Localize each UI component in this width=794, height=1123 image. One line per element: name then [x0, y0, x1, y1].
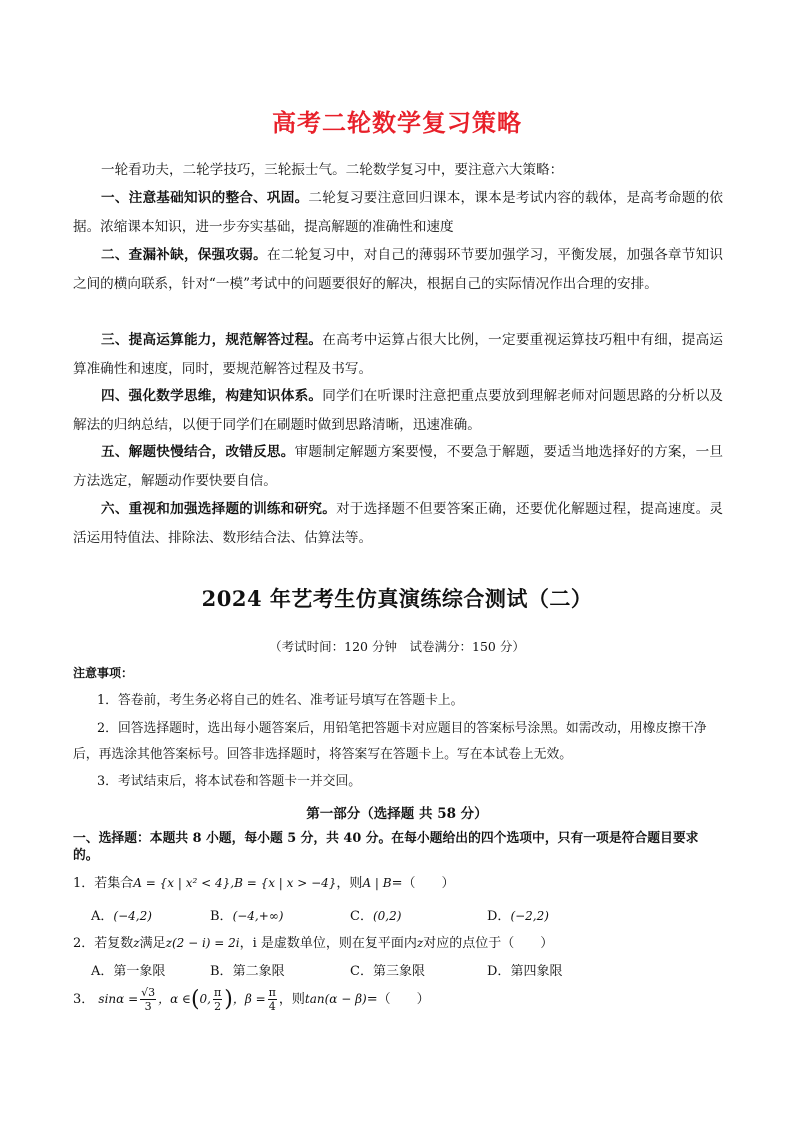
- answer-blank: =（ ）: [391, 876, 455, 891]
- option-value: 第四象限: [510, 964, 563, 979]
- fraction-numerator: π: [268, 986, 276, 999]
- option-value: (−4,2): [113, 909, 152, 923]
- option-label: A．: [91, 909, 114, 924]
- option-label: C．: [350, 909, 373, 924]
- strategy-item-5: [73, 438, 723, 495]
- fraction-numerator: π: [214, 986, 222, 999]
- question-3-number: 3．: [73, 992, 95, 1007]
- complex-z: z: [133, 936, 140, 950]
- option-value: (−2,2): [510, 909, 549, 923]
- question-2-text-3: ，i 是虚数单位，则在复平面内: [239, 936, 417, 951]
- option-value: (−4,+∞): [232, 909, 284, 923]
- strategy-item-heading: 五、解题快慢结合，改错反思。: [101, 444, 295, 460]
- notice-heading: 注意事项：: [73, 666, 134, 680]
- strategy-item-heading: 一、注意基础知识的整合、巩固。: [101, 190, 309, 206]
- option-label: D．: [487, 909, 511, 924]
- exam-title: 2024 年艺考生仿真演练综合测试（二）: [201, 586, 593, 611]
- option-label: B．: [210, 909, 233, 924]
- fraction-denominator: 3: [144, 1000, 152, 1013]
- strategy-item-3: [73, 326, 723, 383]
- set-op-expr: A | B: [362, 876, 392, 890]
- strategy-item-6: [73, 495, 723, 552]
- set-a-expr: A = {x | x² < 4}: [133, 876, 231, 890]
- strategy-intro: 一轮看功夫，二轮学技巧，三轮振士气。二轮数学复习中，要注意六大策略：: [101, 162, 564, 178]
- q1-option-d: [487, 905, 549, 924]
- option-value: 第一象限: [113, 964, 166, 979]
- strategy-item-heading: 二、查漏补缺，保强攻弱。: [101, 247, 267, 263]
- notice-item-3: 3．考试结束后，将本试卷和答题卡一并交回。: [97, 774, 362, 789]
- strategy-item-4: [73, 382, 723, 439]
- tan-expression: tan(α − β): [304, 992, 367, 1006]
- q2-option-a: [91, 960, 165, 979]
- q2-option-c: [350, 960, 425, 979]
- question-2-text-4: 对应的点位于（ ）: [423, 936, 554, 951]
- option-label: A．: [91, 964, 114, 979]
- option-label: C．: [350, 964, 373, 979]
- strategy-item-heading: 四、强化数学思维，构建知识体系。: [101, 388, 323, 404]
- option-value: 第三象限: [372, 964, 425, 979]
- strategy-item-2: [73, 241, 723, 298]
- strategy-title: 高考二轮数学复习策略: [272, 109, 522, 137]
- answer-blank: =（ ）: [366, 992, 430, 1007]
- option-label: D．: [487, 964, 511, 979]
- complex-z: z: [416, 936, 424, 950]
- part-one-heading: 第一部分（选择题 共 58 分）: [306, 806, 488, 822]
- strategy-item-heading: 三、提高运算能力，规范解答过程。: [101, 332, 323, 348]
- open-paren: (: [190, 987, 200, 1012]
- complex-equation: z(2 − i) = 2i: [165, 936, 240, 950]
- exam-subtitle: （考试时间：120 分钟 试卷满分：150 分）: [269, 639, 525, 654]
- beta-label: ，β =: [232, 992, 266, 1006]
- q1-option-c: [350, 905, 401, 924]
- section-one-heading: 一、选择题：本题共 8 小题，每小题 5 分，共 40 分。在每小题给出的四个选项中，只有一项是符合题目要求的。: [73, 831, 699, 863]
- question-2: [73, 932, 553, 951]
- question-1: [73, 872, 455, 891]
- q2-option-d: [487, 960, 562, 979]
- strategy-item-text: 二轮复习要注意回归课本，课本是考试内容的载体，是高考命题的依据。浓缩课本知识，进一步夯实基础，提高解题的准确性和速度: [73, 190, 724, 235]
- q1-option-a: [91, 905, 152, 924]
- pi-over-4-fraction: [268, 986, 277, 1013]
- question-3-ask: ，则: [278, 992, 305, 1007]
- interval-lower: 0,: [199, 992, 211, 1006]
- strategy-item-text: 在高考中运算占很大比例，一定要重视运算技巧粗中有细，提高运算准确性和速度，同时，要规范解答过程及书写。: [73, 332, 724, 377]
- fraction-denominator: 2: [214, 1000, 222, 1013]
- fraction-denominator: 4: [268, 1000, 276, 1013]
- pi-over-2-fraction: [213, 986, 222, 1013]
- strategy-item-text: 审题制定解题方案要慢，不要急于解题，要适当地选择好的方案，一旦方法选定，解题动作要快要自信。: [73, 444, 724, 489]
- question-2-text-2: 满足: [139, 936, 166, 951]
- sin-alpha-label: sinα =: [98, 992, 139, 1006]
- set-b-expr: ,B = {x | x > −4}: [230, 876, 337, 890]
- strategy-item-text: 同学们在听课时注意把重点要放到理解老师对问题思路的分析以及解法的归纳总结，以便于同学们在刷题时做到思路清晰，迅速准确。: [73, 388, 724, 433]
- strategy-item-1: [73, 184, 723, 241]
- option-value: (0,2): [372, 909, 402, 923]
- option-label: B．: [210, 964, 233, 979]
- q1-option-b: [210, 905, 283, 924]
- question-3: [73, 986, 430, 1013]
- option-value: 第二象限: [232, 964, 285, 979]
- fraction-numerator: √3: [141, 986, 156, 999]
- q2-option-b: [210, 960, 285, 979]
- question-1-ask: ，则: [336, 876, 363, 891]
- question-1-prefix: 1．若集合: [73, 876, 134, 891]
- notice-item-2: 2．回答选择题时，选出每小题答案后，用铅笔把答题卡对应题目的答案标号涂黑。如需改动，用橡皮擦干净后，再选涂其他答案标号。回答非选择题时，将答案写在答题卡上。写在本试卷上无效。: [73, 721, 707, 762]
- notice-item-1: 1．答卷前，考生务必将自己的姓名、准考证号填写在答题卡上。: [97, 693, 464, 708]
- alpha-domain-label: ，α ∈: [158, 992, 191, 1006]
- sqrt3-over-3-fraction: [140, 986, 156, 1013]
- strategy-item-text: 对于选择题不但要答案正确，还要优化解题过程，提高速度。灵活运用特值法、排除法、数形结合法、估算法等。: [73, 501, 724, 546]
- question-2-text-1: 2．若复数: [73, 936, 134, 951]
- strategy-item-text: 在二轮复习中，对自己的薄弱环节要加强学习，平衡发展，加强各章节知识之间的横向联系，针对“一模”考试中的问题要很好的解决，根据自己的实际情况作出合理的安排。: [73, 247, 724, 292]
- close-paren: ): [224, 987, 233, 1012]
- strategy-item-heading: 六、重视和加强选择题的训练和研究。: [101, 501, 337, 517]
